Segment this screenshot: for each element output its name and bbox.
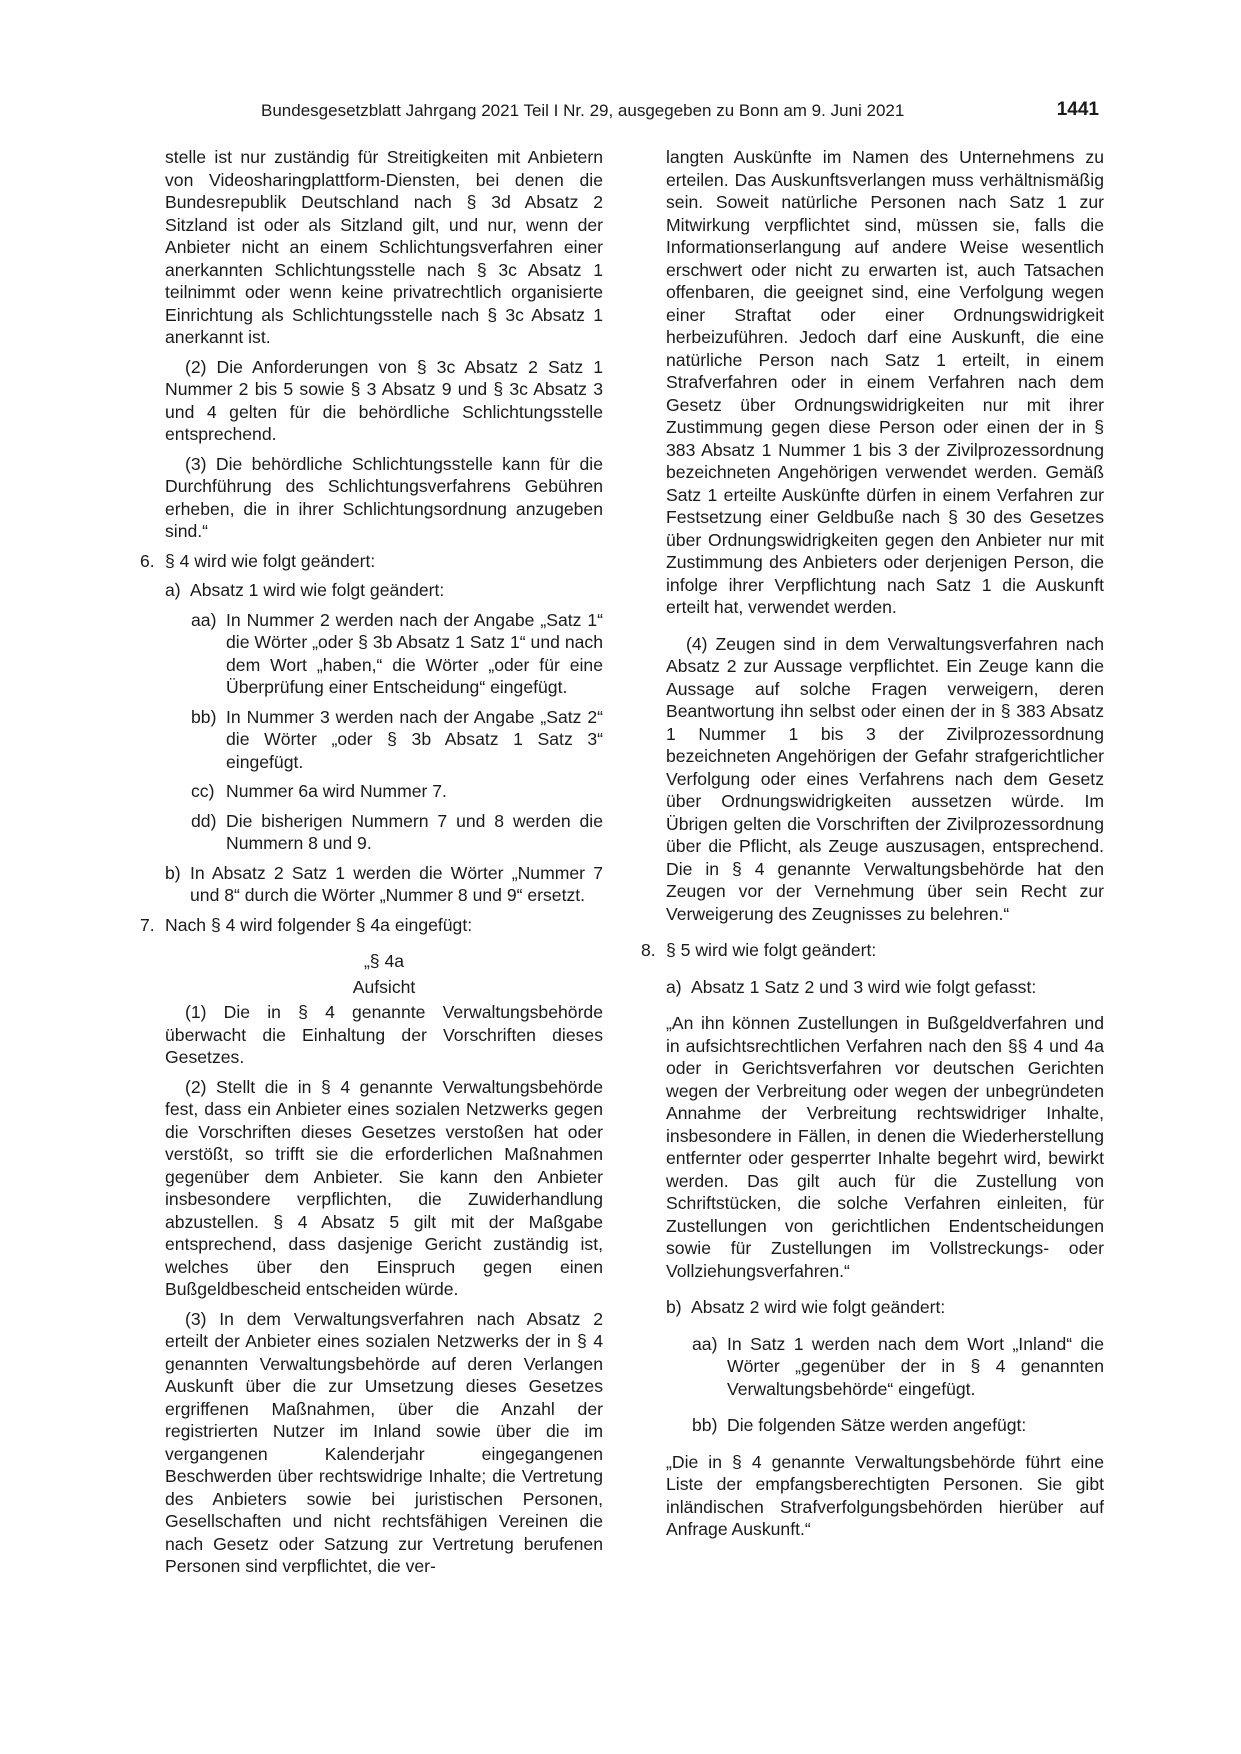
item-text: Nummer 6a wird Nummer 7. [226,781,447,801]
item-marker: aa) [191,609,217,630]
section-paragraph-4: (4) Zeugen sind in dem Verwaltungsverfahren nach Absatz 2 zur Aussage verpflichtet. Ein Zeuge kann die Aussage auf solche Fragen verweigern, deren Beantwortung ihn selbst oder einen der in § 383 Absatz 1 Nummer 1 bis 3 der Zivilprozessordnung bezeichneten Angehörigen der Gefahr strafgerichtlicher Verfolgung oder eines Verfahrens nach dem Gesetz über Ordnungswidrigkeiten aussetzen würde. Im Übrigen gelten die Vorschriften der Zivilprozessordnung über die Pflicht, als Zeuge auszusagen, entsprechend. Die in § 4 genannte Verwaltungsbehörde hat den Zeugen vor der Vernehmung über sein Recht zur Verweigerung des Zeugnisses zu belehren.“ [666,633,1104,924]
paragraph-2: (2) Die Anforderungen von § 3c Absatz 2 Satz 1 Nummer 2 bis 5 sowie § 3 Absatz 9 und § 3c Absatz 3 und 4 gelten für die behördliche Schlichtungsstelle entsprechend. [165,356,603,444]
item-text: Die bisherigen Nummern 7 und 8 werden die Nummern 8 und 9. [226,810,603,853]
list-item-6 [140,550,603,573]
item-marker: 6. [140,550,155,571]
left-column [140,146,603,1585]
item-text: Absatz 2 wird wie folgt geändert: [691,1297,946,1317]
item-marker: b) [165,862,181,883]
list-item-8b-aa [692,1333,1104,1401]
gazette-header: Bundesgesetzblatt Jahrgang 2021 Teil I Nr. 29, ausgegeben zu Bonn am 9. Juni 2021 [261,101,905,120]
section-paragraph-1: (1) Die in § 4 genannte Verwaltungsbehörde überwacht die Einhaltung der Vorschriften dieses Gesetzes. [165,1002,603,1067]
item-marker: b) [666,1297,682,1317]
list-item-6a-bb [191,706,603,774]
item-marker: dd) [191,810,217,831]
list-item-6b [165,862,603,907]
paragraph-continued: langten Auskünfte im Namen des Unternehmens zu erteilen. Das Auskunftsverlangen muss verhältnismäßig sein. Soweit natürliche Personen nach Satz 1 zur Mitwirkung verpflichtet sind, müssen sie, falls die Informationserlangung auf andere Weise wesentlich erschwert oder nicht zu erwarten ist, auch Tatsachen offenbaren, die geeignet sind, eine Verfolgung wegen einer Straftat oder einer Ordnungswidrigkeit herbeizuführen. Jedoch darf eine Auskunft, die eine natürliche Person nach Satz 1 erteilt, in einem Strafverfahren oder in einem Verfahren nach dem Gesetz über Ordnungswidrigkeiten nur mit ihrer Zustimmung gegen diese Person oder einen der in § 383 Absatz 1 Nummer 1 bis 3 der Zivilprozessordnung bezeichneten Angehörigen verwendet werden. Gemäß Satz 1 erteilte Auskünfte dürfen in einem Verfahren zur Festsetzung einer Geldbuße nach § 30 des Gesetzes über Ordnungswidrigkeiten gegen den Anbieter nur mit Zustimmung des Anbieters oder derjenigen Person, die infolge ihrer Verpflichtung nach Satz 1 die Auskunft erteilt hat, verwendet werden. [666,147,1104,617]
item-text: In Absatz 2 Satz 1 werden die Wörter „Nummer 7 und 8“ durch die Wörter „Nummer 8 und 9“ ersetzt. [190,862,603,905]
list-item-8b-bb [692,1414,1104,1437]
page-number: 1441 [1056,99,1099,120]
list-item-8a [666,976,1104,999]
section-paragraph-2: (2) Stellt die in § 4 genannte Verwaltungsbehörde fest, dass ein Anbieter eines sozialen Netzwerks gegen die Vorschriften dieses Gesetzes verstoßen hat oder verstößt, so trifft sie die erforderlichen Maßnahmen gegenüber dem Anbieter. Sie kann den Anbieter insbesondere verpflichten, die Zuwiderhandlung abzustellen. § 4 Absatz 5 gilt mit der Maßgabe entsprechend, dass dasjenige Gericht zuständig ist, welches über den Einspruch gegen einen Bußgeldbescheid entscheiden würde. [165,1076,603,1299]
item-text: In Nummer 2 werden nach der Angabe „Satz 1“ die Wörter „oder § 3b Absatz 1 Satz 1“ und nach dem Wort „haben,“ die Wörter „oder für eine Überprüfung einer Entscheidung“ eingefügt. [226,609,603,697]
item-text: In Satz 1 werden nach dem Wort „Inland“ die Wörter „gegenüber der in § 4 genannten Verwaltungsbehörde“ eingefügt. [727,1333,1104,1399]
right-column [641,146,1104,1548]
list-item-8 [641,939,1104,962]
list-item-7 [140,914,603,937]
item-marker: aa) [692,1333,718,1354]
item-marker: a) [165,580,181,600]
list-item-8b [666,1296,1104,1319]
item-marker: bb) [191,706,217,727]
quoted-text-1: „An ihn können Zustellungen in Bußgeldverfahren und in aufsichtsrechtlichen Verfahren nach den §§ 4 und 4a oder in Gerichtsverfahren vor deutschen Gerichten wegen der Verbreitung oder wegen der unbegründeten Annahme der Verbreitung rechtswidriger Inhalte, insbesondere in Fällen, in denen die Wiederherstellung entfernter oder gesperrter Inhalte begehrt wird, bewirkt werden. Das gilt auch für die Zustellung von Schriftstücken, die solche Verfahren einleiten, für Zustellungen von gerichtlichen Endentscheidungen sowie für Zustellungen im Vollstreckungs- oder Vollziehungsverfahren.“ [666,1013,1104,1281]
item-text: Absatz 1 Satz 2 und 3 wird wie folgt gefasst: [691,976,1037,997]
section-number: „§ 4a [363,951,405,971]
quoted-text-2: „Die in § 4 genannte Verwaltungsbehörde führt eine Liste der empfangsberechtigten Personen. Sie gibt inländischen Strafverfolgungsbehörden hierüber auf Anfrage Auskunft.“ [666,1451,1104,1539]
item-text: Nach § 4 wird folgender § 4a eingefügt: [165,914,473,935]
item-marker: 7. [140,914,155,935]
item-text: In Nummer 3 werden nach der Angabe „Satz 2“ die Wörter „oder § 3b Absatz 1 Satz 3“ eingefügt. [226,706,603,772]
item-marker: bb) [692,1415,718,1435]
section-paragraph-3: (3) In dem Verwaltungsverfahren nach Absatz 2 erteilt der Anbieter eines sozialen Netzwerks der in § 4 genannten Verwaltungsbehörde auf deren Verlangen Auskunft über die zur Umsetzung dieses Gesetzes ergriffenen Maßnahmen, über die Anzahl der registrierten Nutzer im Inland sowie über die im vergangenen Kalenderjahr eingegangenen Beschwerden über rechtswidrige Inhalte; die Vertretung des Anbieters sowie bei juristischen Personen, Gesellschaften und nicht rechtsfähigen Vereinen die nach Gesetz oder Satzung zur Vertretung berufenen Personen sind verpflichtet, die ver- [165,1308,603,1576]
paragraph-3: (3) Die behördliche Schlichtungsstelle kann für die Durchführung des Schlichtungsverfahrens Gebühren erheben, die in ihrer Schlichtungsordnung anzugeben sind.“ [165,453,603,541]
item-text: Absatz 1 wird wie folgt geändert: [190,580,445,600]
item-marker: 8. [641,940,656,960]
item-marker: a) [666,976,682,997]
list-item-6a-dd [191,810,603,855]
paragraph-continued: stelle ist nur zuständig für Streitigkeiten mit Anbietern von Videosharingplattform-Diensten, bei denen die Bundesrepublik Deutschland nach § 3d Absatz 2 Sitzland ist oder als Sitzland gilt, und nur, wenn der Anbieter nicht an einem Schlichtungsverfahren einer anerkannten Schlichtungsstelle nach § 3c Absatz 1 teilnimmt oder wenn keine privatrechtlich organisierte Einrichtung als Schlichtungsstelle nach § 3c Absatz 1 anerkannt ist. [165,147,603,347]
item-text: § 5 wird wie folgt geändert: [666,940,877,960]
item-text: § 4 wird wie folgt geändert: [165,550,376,571]
list-item-6a [165,579,603,602]
list-item-6a-aa [191,609,603,699]
section-title: Aufsicht [352,976,416,997]
list-item-6a-cc [191,780,603,803]
item-marker: cc) [191,781,215,801]
item-text: Die folgenden Sätze werden angefügt: [727,1415,1027,1435]
